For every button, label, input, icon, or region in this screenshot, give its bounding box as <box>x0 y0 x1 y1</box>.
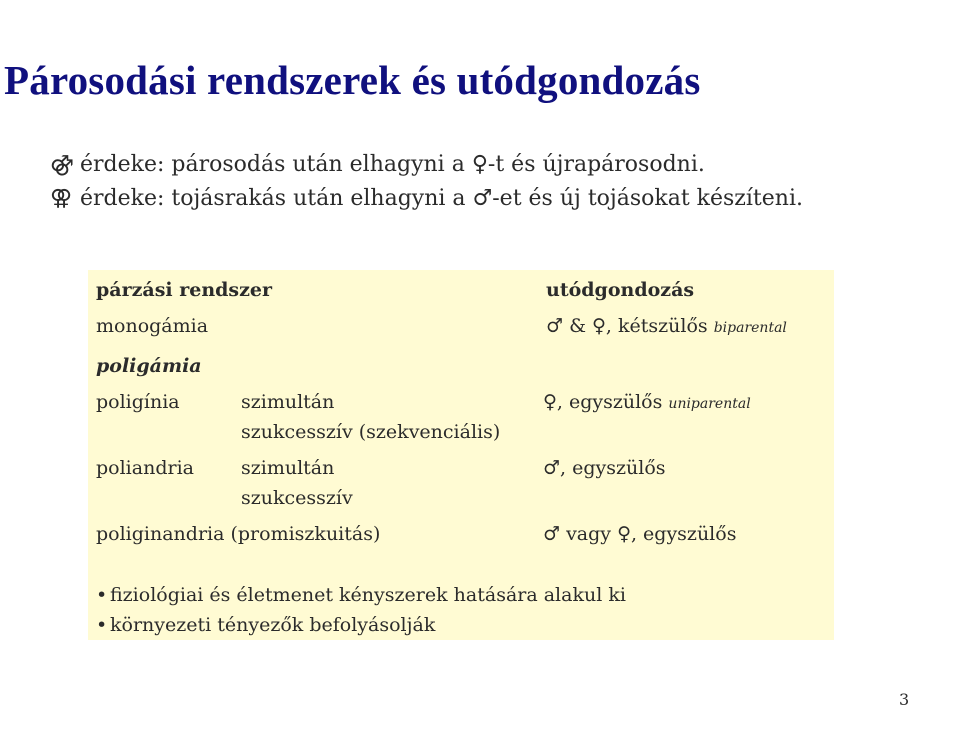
row-poliginandria: poliginandria (promiszkuitás) <box>96 523 381 545</box>
care-monogamia-note: biparental <box>713 320 787 336</box>
header-mating-system: párzási rendszer <box>96 279 273 301</box>
care-poliginia <box>543 391 751 413</box>
intro-line-male <box>50 152 705 177</box>
female-female-icon: ⚢ <box>50 186 73 211</box>
slide-title: Párosodási rendszerek és utódgondozás <box>4 57 701 103</box>
care-poliginia-note: uniparental <box>668 396 751 412</box>
list-item <box>96 610 626 640</box>
intro-female-text: érdeke: tojásrakás után elhagyni a ♂-et és új tojásokat készíteni. <box>80 186 803 211</box>
poliandria-simultaneous: szimultán <box>241 457 335 479</box>
care-poliginandria: ♂ vagy ♀, egyszülős <box>543 523 737 545</box>
bullet-icon: • <box>96 584 108 606</box>
intro-line-female <box>50 186 803 211</box>
header-parental-care: utódgondozás <box>546 279 695 301</box>
page-number: 3 <box>899 690 910 709</box>
row-monogamia: monogámia <box>96 315 209 337</box>
care-monogamia <box>546 315 787 337</box>
poliginia-simultaneous: szimultán <box>241 391 335 413</box>
bullet-text: fiziológiai és életmenet kényszerek hatására alakul ki <box>110 584 626 606</box>
care-monogamia-text: ♂ & ♀, kétszülős <box>546 315 708 337</box>
poliandria-successive: szukcesszív <box>241 487 353 509</box>
row-poliginia: poligínia <box>96 391 180 413</box>
bullet-text: környezeti tényezők befolyásolják <box>110 614 436 636</box>
intro-male-text: érdeke: párosodás után elhagyni a ♀-t és újrapárosodni. <box>80 152 705 177</box>
care-poliginia-text: ♀, egyszülős <box>543 391 663 413</box>
row-poliandria: poliandria <box>96 457 194 479</box>
list-item <box>96 580 626 610</box>
bullet-list <box>96 580 626 640</box>
row-poligamia: poligámia <box>96 355 202 377</box>
mating-systems-box <box>88 270 834 640</box>
male-male-icon: ⚣ <box>50 152 74 177</box>
bullet-icon: • <box>96 614 108 636</box>
care-poliandria: ♂, egyszülős <box>543 457 666 479</box>
poliginia-successive: szukcesszív (szekvenciális) <box>241 421 501 443</box>
